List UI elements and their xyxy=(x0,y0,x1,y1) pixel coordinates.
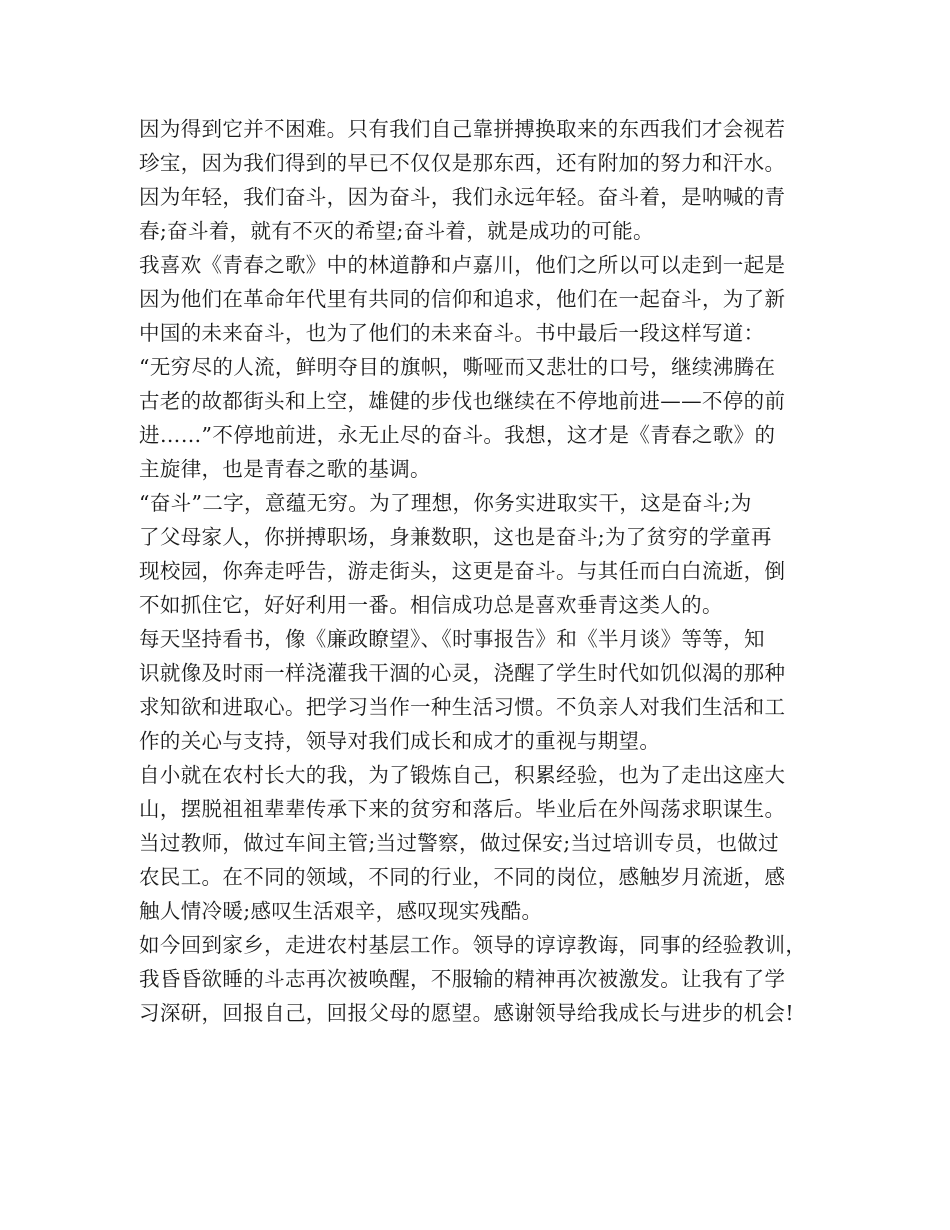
text-line: 当过教师，做过车间主管;当过警察，做过保安;当过培训专员，也做过 xyxy=(139,831,780,855)
text-line: 不如抓住它，好好利用一番。相信成功总是喜欢垂青这类人的。 xyxy=(139,593,723,617)
text-line: 触人情冷暖;感叹生活艰辛，感叹现实残酷。 xyxy=(139,899,543,923)
text-line: 如今回到家乡，走进农村基层工作。领导的谆谆教诲，同事的经验教训， xyxy=(139,933,807,957)
text-line: 我喜欢《青春之歌》中的林道静和卢嘉川，他们之所以可以走到一起是 xyxy=(139,253,786,277)
text-line: 山，摆脱祖祖辈辈传承下来的贫穷和落后。毕业后在外闯荡求职谋生。 xyxy=(139,797,786,821)
text-line: 求知欲和进取心。把学习当作一种生活习惯。不负亲人对我们生活和工 xyxy=(139,695,786,719)
text-line: 自小就在农村长大的我，为了锻炼自己，积累经验，也为了走出这座大 xyxy=(139,763,786,787)
text-line: 珍宝，因为我们得到的早已不仅仅是那东西，还有附加的努力和汗水。 xyxy=(139,151,786,175)
text-line: 因为得到它并不困难。只有我们自己靠拼搏换取来的东西我们才会视若 xyxy=(139,117,786,141)
text-line: 因为他们在革命年代里有共同的信仰和追求，他们在一起奋斗，为了新 xyxy=(139,287,786,311)
text-line: 主旋律，也是青春之歌的基调。 xyxy=(139,457,431,481)
text-line: “奋斗”二字，意蕴无穷。为了理想，你务实进取实干，这是奋斗;为 xyxy=(139,491,752,515)
text-line: 习深研，回报自己，回报父母的愿望。感谢领导给我成长与进步的机会! xyxy=(139,1001,794,1025)
text-line: 进……”不停地前进，永无止尽的奋斗。我想，这才是《青春之歌》的 xyxy=(139,423,776,447)
text-line: 古老的故都街头和上空，雄健的步伐也继续在不停地前进——不停的前 xyxy=(139,389,786,413)
text-line: 我昏昏欲睡的斗志再次被唤醒，不服输的精神再次被激发。让我有了学 xyxy=(139,967,786,991)
text-line: 了父母家人，你拼搏职场，身兼数职，这也是奋斗;为了贫穷的学童再 xyxy=(139,525,772,549)
text-line: 现校园，你奔走呼告，游走街头，这更是奋斗。与其任而白白流逝，倒 xyxy=(139,559,786,583)
text-line: 每天坚持看书，像《廉政瞭望》、《时事报告》和《半月谈》等等，知 xyxy=(139,627,765,651)
text-line: 识就像及时雨一样浇灌我干涸的心灵，浇醒了学生时代如饥似渴的那种 xyxy=(139,661,786,685)
text-line: 春;奋斗着，就有不灭的希望;奋斗着，就是成功的可能。 xyxy=(139,219,654,243)
text-line: 因为年轻，我们奋斗，因为奋斗，我们永远年轻。奋斗着，是呐喊的青 xyxy=(139,185,786,209)
document-body xyxy=(139,112,819,1030)
text-line: “无穷尽的人流，鲜明夺目的旗帜，嘶哑而又悲壮的口号，继续沸腾在 xyxy=(139,355,776,379)
text-line: 中国的未来奋斗，也为了他们的未来奋斗。书中最后一段这样写道： xyxy=(139,321,765,345)
text-line: 作的关心与支持，领导对我们成长和成才的重视与期望。 xyxy=(139,729,661,753)
text-line: 农民工。在不同的领域，不同的行业，不同的岗位，感触岁月流逝，感 xyxy=(139,865,786,889)
